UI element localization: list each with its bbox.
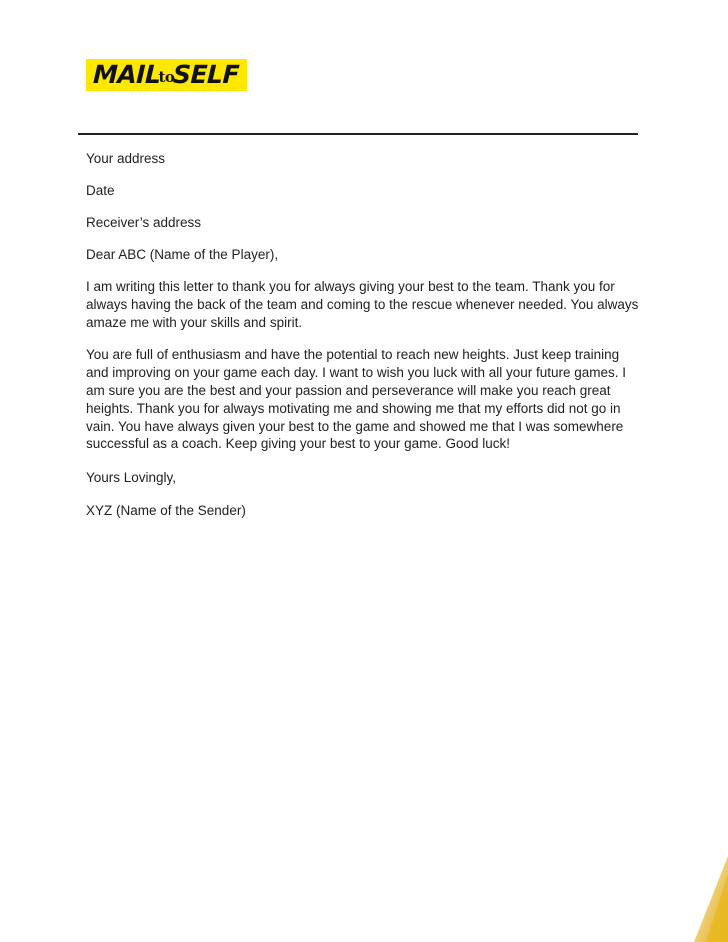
field-date: Date [86, 183, 115, 198]
body-paragraph-1: I am writing this letter to thank you for always giving your best to the team. Thank you for always having the back of the team and coming to the rescue whenever needed. You always amaze me with your skills and spirit. [86, 279, 639, 330]
body-paragraph-2: You are full of enthusiasm and have the potential to reach new heights. Just keep training and improving on your game each day. I want to wish you luck with all your future games. I am sure you are the best and your passion and perseverance will make you reach great heights. Thank you for always motivating me and showing me that my efforts did not go in vain. You have always given your best to the game and showed me that I was somewhere successful as a coach. Keep giving your best to your game. Good luck! [86, 347, 627, 452]
logo-text-self: SELF [172, 60, 241, 89]
corner-accent-decoration [658, 856, 728, 942]
logo-text-to: to [158, 68, 175, 86]
site-logo[interactable] [86, 59, 247, 91]
letter-body [86, 150, 644, 519]
logo-badge [86, 59, 247, 91]
field-your-address: Your address [86, 151, 166, 166]
salutation: Dear ABC (Name of the Player), [86, 247, 279, 262]
logo-text-mail: MAIL [92, 60, 161, 89]
closing-line: Yours Lovingly, [86, 470, 177, 486]
field-receivers-address: Receiver’s address [86, 215, 202, 230]
header-divider [78, 133, 638, 135]
signature-line: XYZ (Name of the Sender) [86, 503, 246, 519]
